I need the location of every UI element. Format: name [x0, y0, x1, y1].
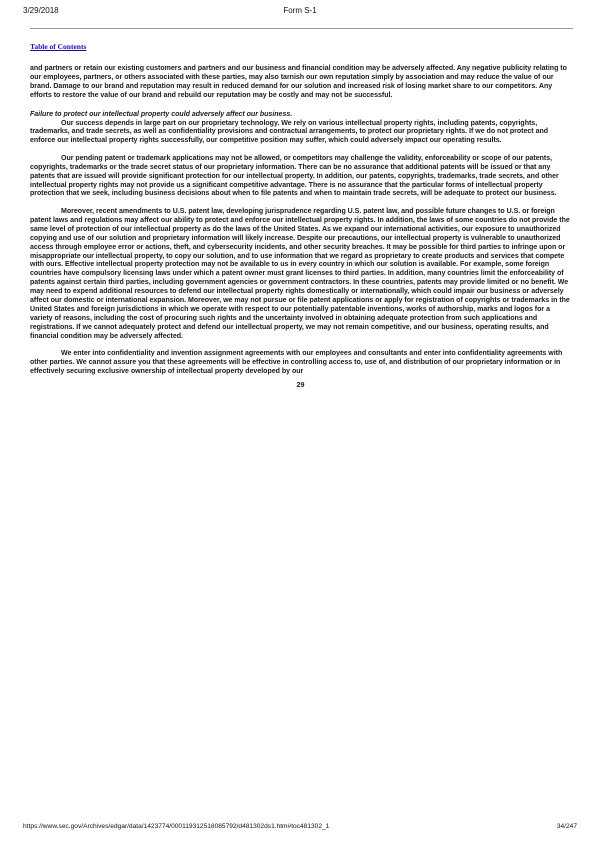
page-count: 34/247 [556, 823, 577, 830]
source-url: https://www.sec.gov/Archives/edgar/data/1423774/000119312518085792/d481302ds1.htm#toc481302_1 [23, 823, 330, 830]
document-title: Form S-1 [283, 6, 317, 15]
section-heading: Failure to protect our intellectual property could adversely affect our business. [30, 110, 293, 118]
header-divider [30, 28, 573, 29]
print-date: 3/29/2018 [23, 6, 59, 15]
paragraph: Our pending patent or trademark applications may not be allowed, or competitors may challenge the validity, enforceability or scope of our patents, copyrights, trademarks or the trade secret status of our proprietary information. There can be no assurance that additional patents will be issued or that any patents that are issued will provide significant protection for our intellectual property. In addition, our patents, copyrights, trademarks, trade secrets, and other intellectual property rights may not provide us a significant competitive advantage. There is no assurance that the particular forms of intellectual property protection that we seek, including business decisions about when to file patents and when to maintain trade secrets, will be adequate to protect our business. [30, 154, 559, 198]
page-number: 29 [296, 379, 305, 389]
paragraph: We enter into confidentiality and invention assignment agreements with our employees and consultants and enter into confidentiality agreements with other parties. We cannot assure you that these agreements will be effective in controlling access to, use of, and distribution of our proprietary information or in effectively securing exclusive ownership of intellectual property developed by our [30, 350, 563, 375]
paragraph: Moreover, recent amendments to U.S. patent law, developing jurisprudence regarding U.S. patent law, and possible future changes to U.S. or foreign patent laws and regulations may affect our ability to protect and enforce our intellectual property rights. In addition, the laws of some countries do not provide the same level of protection of our intellectual property as do the laws of the United States. As we expand our international activities, our exposure to unauthorized copying and use of our solution and proprietary information will likely increase. Despite our precautions, our intellectual property is vulnerable to unauthorized access through employee error or actions, theft, and cybersecurity incidents, and other security breaches. It may be possible for third parties to infringe upon or misappropriate our intellectual property, to copy our solution, and to use information that we regard as proprietary to create products and services that compete with ours. Effective intellectual property protection may not be available to us in every country in which our solution is available. For example, some foreign countries have compulsory licensing laws under which a patent owner must grant licenses to third parties. In addition, many countries limit the enforceability of patents against certain third parties, including government agencies or government contractors. In these countries, patents may provide limited or no benefit. We may need to expend additional resources to defend our intellectual property rights domestically or internationally, which could impair our business or adversely affect our domestic or international expansion. Moreover, we may not pursue or file patent applications or apply for registration of copyrights or trademarks in the United States and foreign jurisdictions in which we operate with respect to our potentially patentable inventions, works of authorship, marks and logos for a variety of reasons, including the cost of procuring such rights and the uncertainty involved in obtaining adequate protection from such applications and registrations. If we cannot adequately protect and defend our intellectual property, we may not remain competitive, and our business, operating results, and financial condition may be adversely affected. [30, 207, 570, 340]
paragraph: Our success depends in large part on our proprietary technology. We rely on various intellectual property rights, including patents, copyrights, trademarks, and trade secrets, as well as confidentiality provisions and contractual arrangements, to protect our proprietary rights. If we do not protect and enforce our intellectual property rights successfully, our competitive position may suffer, which could adversely impact our operating results. [30, 119, 549, 145]
table-of-contents-link[interactable]: Table of Contents [30, 42, 87, 51]
document-body [30, 65, 571, 390]
paragraph-continuation: and partners or retain our existing customers and partners and our business and financial condition may be adversely affected. Any negative publicity relating to our employees, partners, or others associated with these parties, may also tarnish our own reputation simply by association and may reduce the value of our brand. Damage to our brand and reputation may result in reduced demand for our solution and increased risk of losing market share to our competitors. Any efforts to restore the value of our brand and rebuild our reputation may be costly and may not be successful. [30, 65, 567, 99]
print-header [23, 6, 577, 18]
